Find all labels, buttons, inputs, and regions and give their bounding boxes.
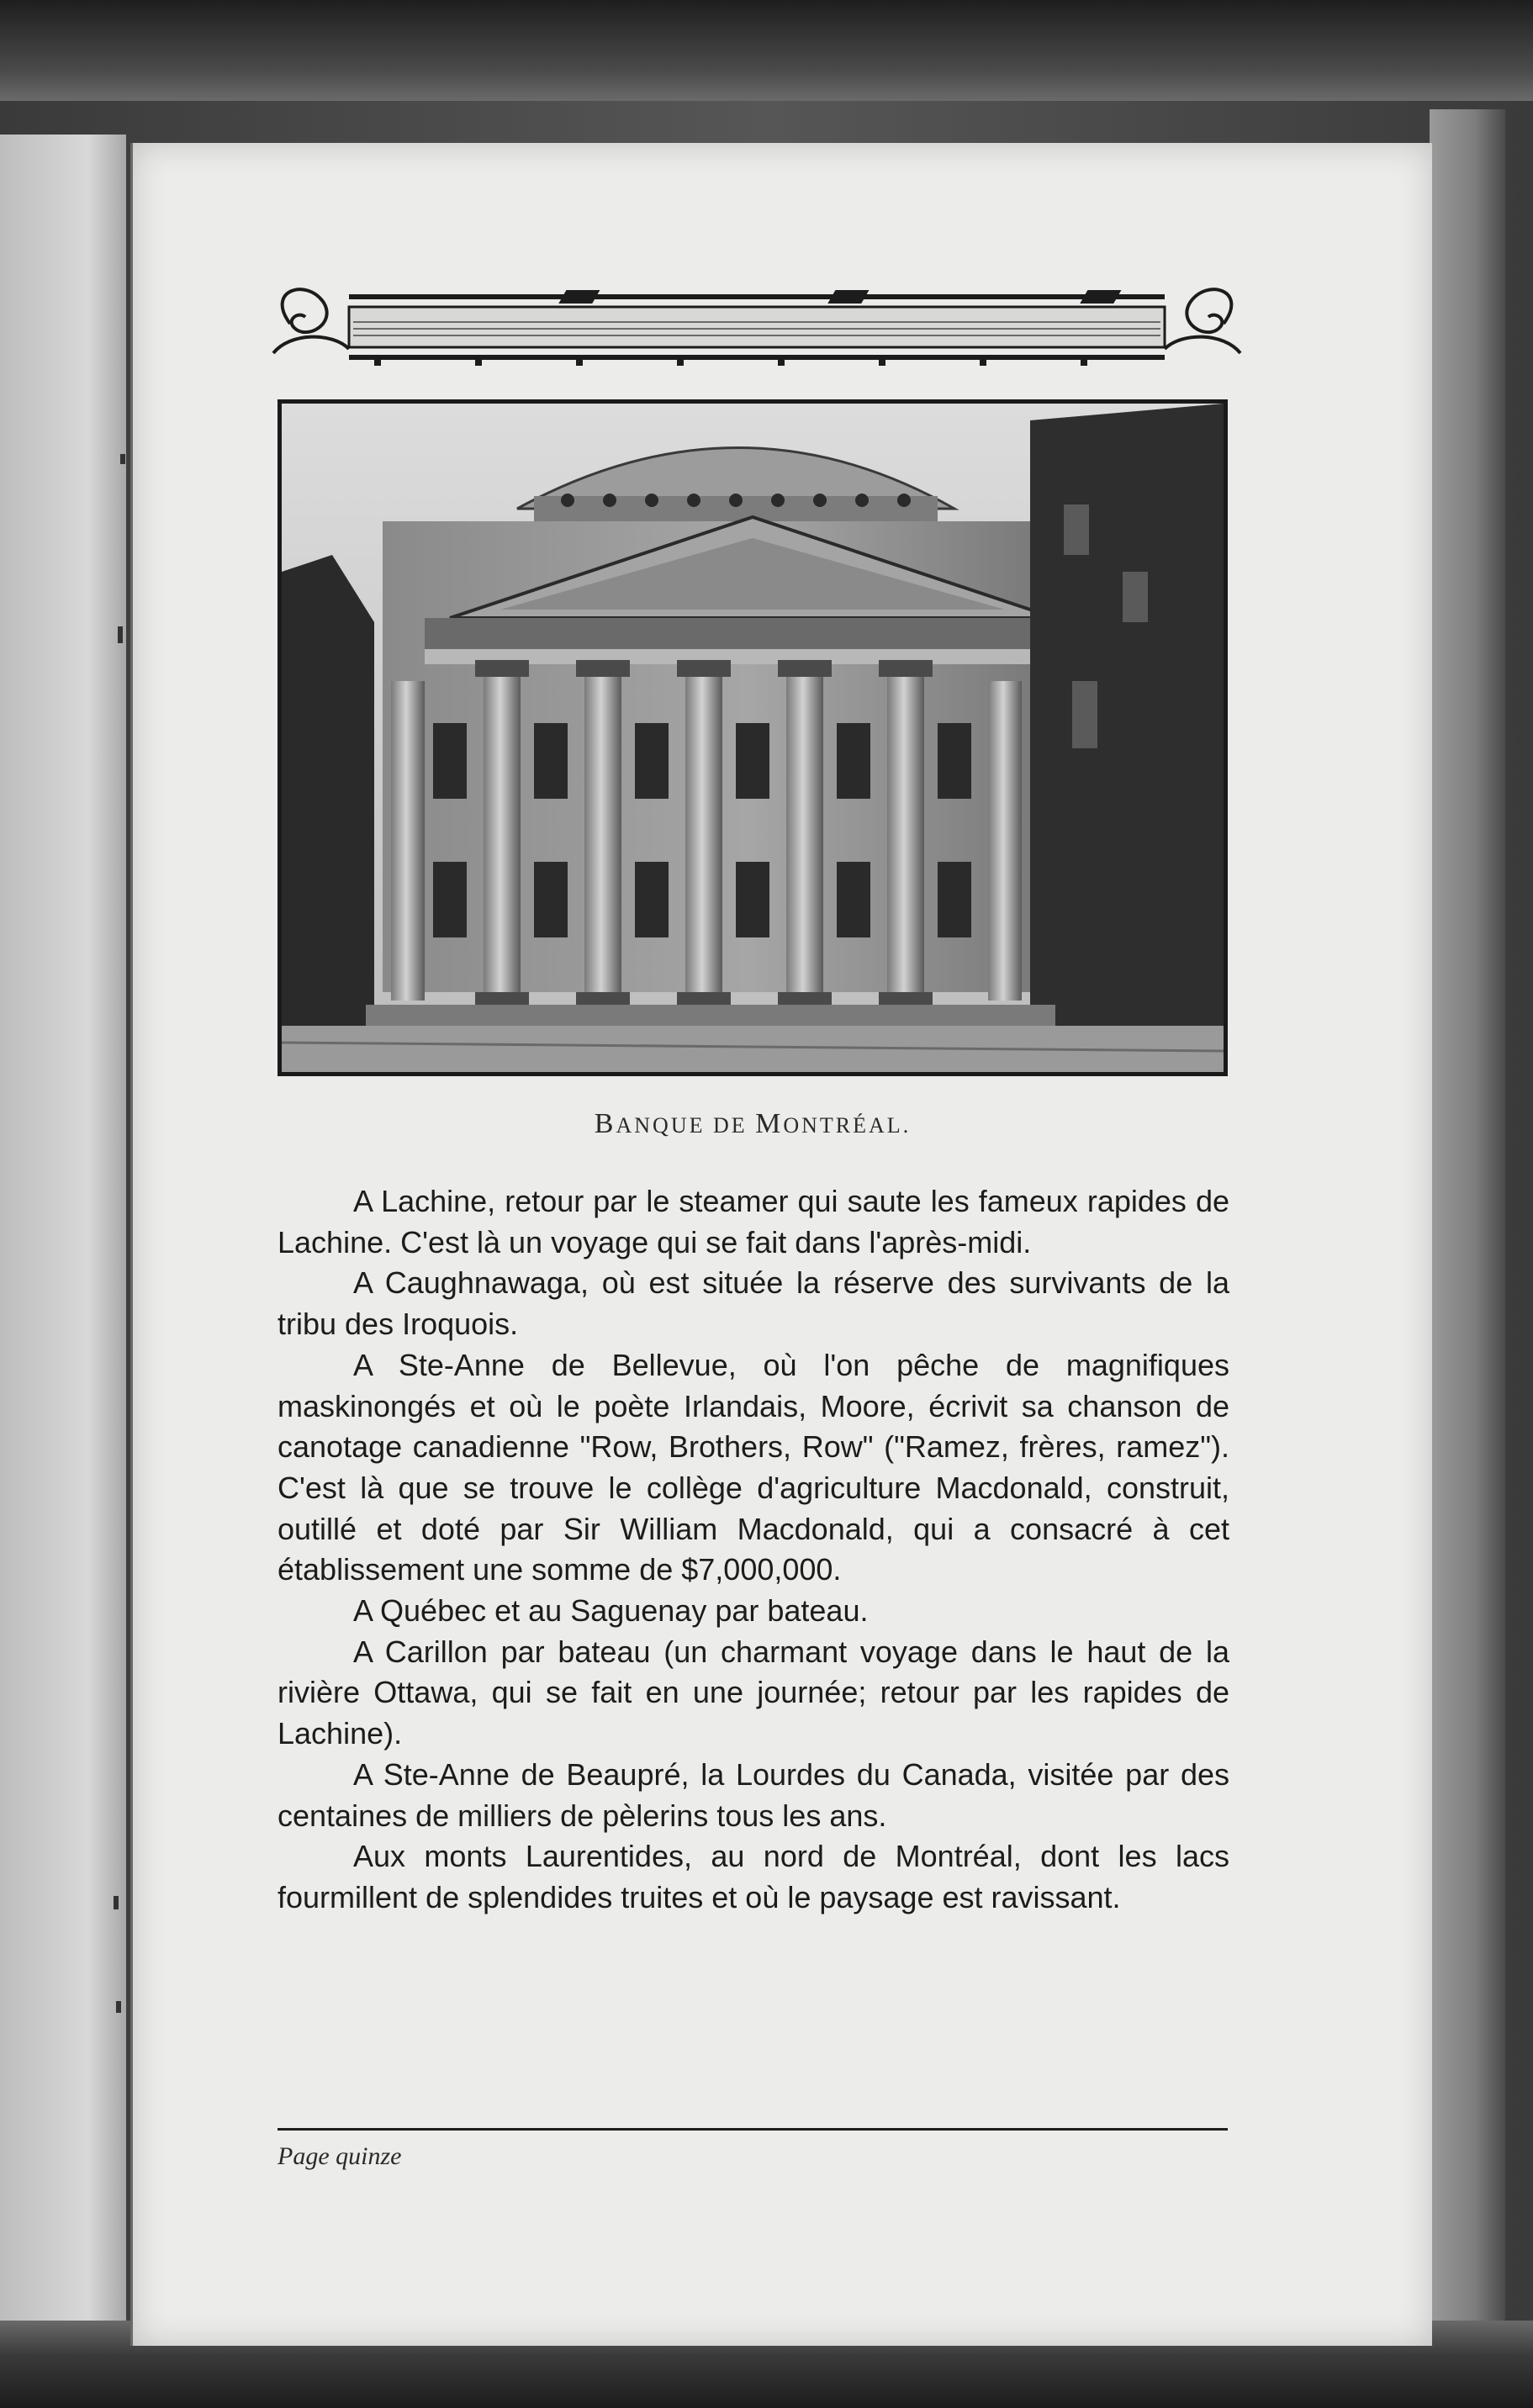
margin-mark [120,454,125,464]
caption-text: ANQUE DE [616,1113,756,1138]
footer-rule [278,2128,1228,2131]
photo-caption [278,1108,1228,1140]
caption-initial: M [755,1108,784,1139]
paragraph: A Caughnawaga, où est située la réserve des survivants de la tribu des Iroquois. [278,1265,1229,1342]
paragraph: A Ste-Anne de Bellevue, où l'on pêche de magnifiques maskinongés et où le poète Irlandais, Moore, écrivit sa chanson de canotage canadienne "Row, Brothers, Row" ("Ramez, frères, ramez"). C'est là que se trouve le collège d'agriculture Macdonald, construit, outillé et doté par Sir William Macdonald, qui a consacré à cet établissement une somme de $7,000,000. [278,1347,1229,1587]
paragraph: A Lachine, retour par le steamer qui saute les fameux rapides de Lachine. C'est là un voyage qui se fait dans l'après-midi. [278,1184,1229,1259]
margin-mark [114,1896,119,1909]
header-ornament [256,273,1257,370]
margin-mark [118,626,123,643]
page-number: Page quinze [278,2142,402,2170]
caption-initial: B [594,1108,616,1139]
scan-top-edge [0,0,1533,101]
paragraph: A Québec et au Saguenay par bateau. [353,1593,869,1629]
body-text [278,1181,1229,1919]
page-stack-edge [1430,109,1505,2371]
facing-page-edge [0,135,126,2321]
paragraph: Aux monts Laurentides, au nord de Montréal, dont les lacs fourmillent de splendides truites et où le paysage est ravissant. [278,1839,1229,1914]
bank-photograph [278,399,1228,1076]
caption-text: ONTRÉAL. [783,1113,912,1138]
paragraph: A Ste-Anne de Beaupré, la Lourdes du Canada, visitée par des centaines de milliers de pèlerins tous les ans. [278,1756,1229,1833]
margin-mark [116,2001,121,2013]
paragraph: A Carillon par bateau (un charmant voyage dans le haut de la rivière Ottawa, qui se fait en une journée; retour par les rapides de Lachine). [278,1634,1229,1751]
